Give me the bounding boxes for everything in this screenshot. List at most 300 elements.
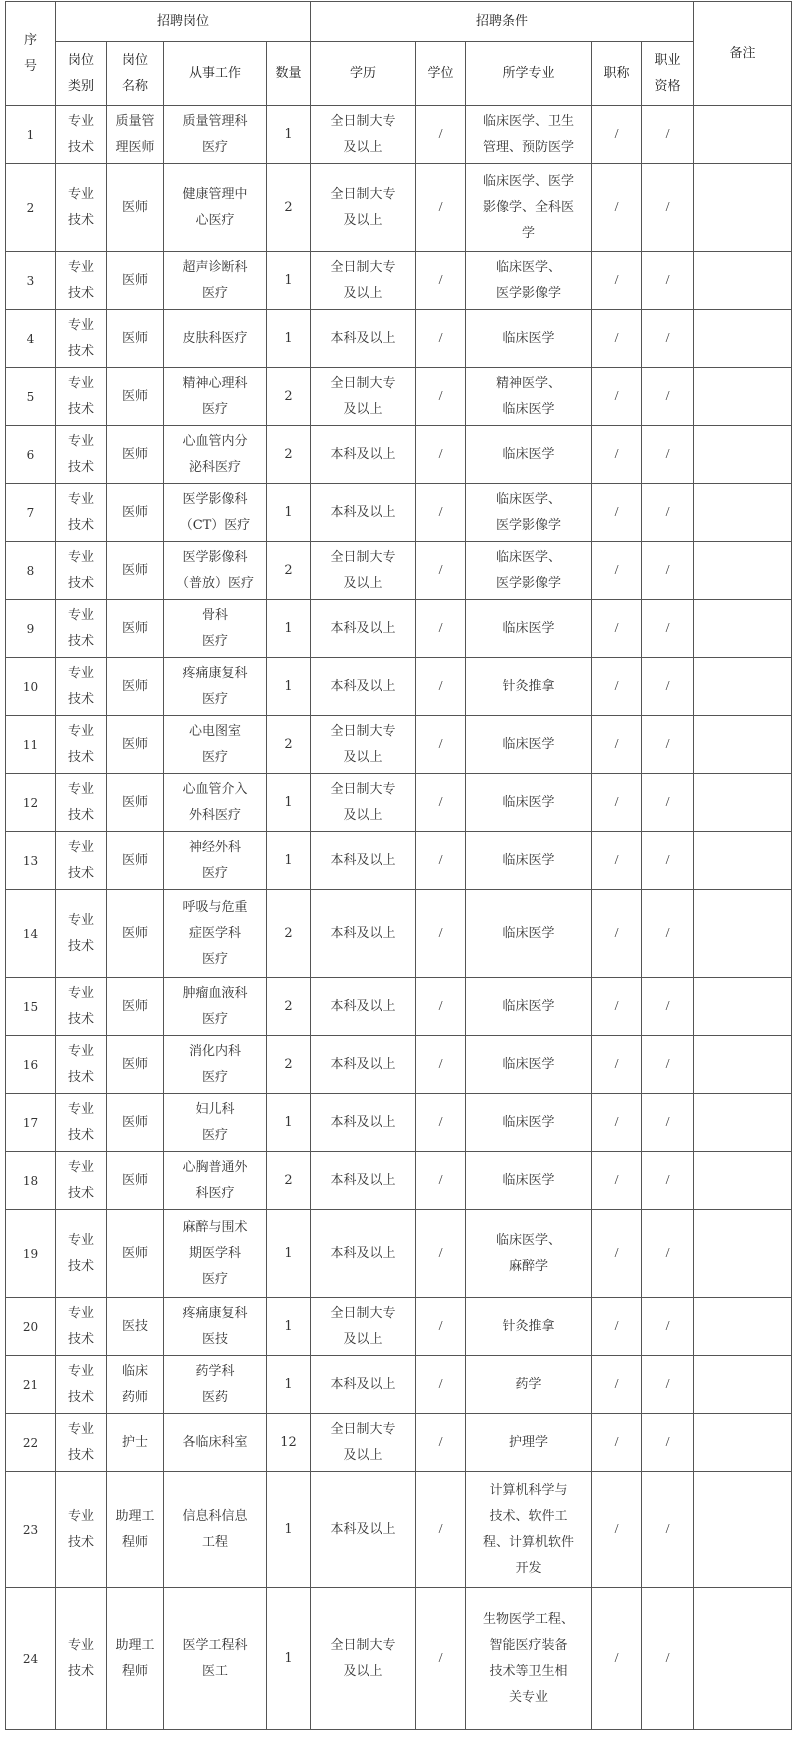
cell-seq: 24 — [6, 1588, 56, 1730]
cell-title: / — [592, 832, 642, 890]
cell-title: / — [592, 1356, 642, 1414]
cell-degree: / — [416, 1152, 466, 1210]
cell-remark — [694, 368, 792, 426]
cell-degree: / — [416, 1356, 466, 1414]
table-row — [6, 310, 792, 368]
cell-category: 专业 技术 — [56, 164, 107, 252]
cell-major: 精神医学、 临床医学 — [466, 368, 592, 426]
cell-remark — [694, 542, 792, 600]
cell-work: 神经外科 医疗 — [164, 832, 267, 890]
cell-education: 全日制大专 及以上 — [311, 774, 416, 832]
cell-title: / — [592, 1472, 642, 1588]
table-row — [6, 164, 792, 252]
cell-title: / — [592, 1210, 642, 1298]
cell-seq: 23 — [6, 1472, 56, 1588]
cell-qualification: / — [642, 484, 694, 542]
cell-degree: / — [416, 774, 466, 832]
table-row — [6, 1356, 792, 1414]
cell-work: 麻醉与围术 期医学科 医疗 — [164, 1210, 267, 1298]
cell-degree: / — [416, 1298, 466, 1356]
cell-count: 1 — [267, 252, 311, 310]
cell-count: 1 — [267, 774, 311, 832]
cell-qualification: / — [642, 1588, 694, 1730]
cell-qualification: / — [642, 1356, 694, 1414]
cell-post-name: 医师 — [107, 164, 164, 252]
table-row — [6, 252, 792, 310]
cell-qualification: / — [642, 106, 694, 164]
cell-category: 专业 技术 — [56, 368, 107, 426]
cell-major: 临床医学、 医学影像学 — [466, 484, 592, 542]
cell-education: 本科及以上 — [311, 1094, 416, 1152]
cell-major: 临床医学 — [466, 1036, 592, 1094]
cell-post-name: 医师 — [107, 484, 164, 542]
cell-category: 专业 技术 — [56, 252, 107, 310]
cell-post-name: 护士 — [107, 1414, 164, 1472]
cell-education: 全日制大专 及以上 — [311, 542, 416, 600]
cell-education: 本科及以上 — [311, 1472, 416, 1588]
header-degree: 学位 — [416, 42, 466, 106]
cell-degree: / — [416, 1036, 466, 1094]
cell-title: / — [592, 1298, 642, 1356]
cell-count: 1 — [267, 1298, 311, 1356]
cell-post-name: 医师 — [107, 774, 164, 832]
cell-seq: 7 — [6, 484, 56, 542]
cell-title: / — [592, 1036, 642, 1094]
table-row — [6, 1210, 792, 1298]
cell-qualification: / — [642, 832, 694, 890]
header-group-conditions: 招聘条件 — [311, 2, 694, 42]
cell-major: 临床医学 — [466, 978, 592, 1036]
cell-work: 信息科信息 工程 — [164, 1472, 267, 1588]
cell-qualification: / — [642, 774, 694, 832]
cell-remark — [694, 978, 792, 1036]
cell-remark — [694, 600, 792, 658]
cell-qualification: / — [642, 368, 694, 426]
cell-count: 2 — [267, 890, 311, 978]
cell-count: 2 — [267, 368, 311, 426]
cell-major: 临床医学 — [466, 890, 592, 978]
cell-major: 临床医学 — [466, 310, 592, 368]
cell-major: 针灸推拿 — [466, 1298, 592, 1356]
cell-major: 计算机科学与 技术、软件工 程、计算机软件 开发 — [466, 1472, 592, 1588]
header-count: 数量 — [267, 42, 311, 106]
cell-work: 疼痛康复科 医疗 — [164, 658, 267, 716]
cell-degree: / — [416, 1414, 466, 1472]
cell-title: / — [592, 1414, 642, 1472]
cell-education: 本科及以上 — [311, 658, 416, 716]
cell-degree: / — [416, 832, 466, 890]
cell-title: / — [592, 368, 642, 426]
cell-title: / — [592, 1094, 642, 1152]
cell-major: 临床医学 — [466, 600, 592, 658]
cell-remark — [694, 484, 792, 542]
table-row — [6, 484, 792, 542]
cell-count: 1 — [267, 106, 311, 164]
cell-post-name: 医师 — [107, 368, 164, 426]
cell-education: 全日制大专 及以上 — [311, 164, 416, 252]
cell-work: 妇儿科 医疗 — [164, 1094, 267, 1152]
cell-work: 药学科 医药 — [164, 1356, 267, 1414]
cell-seq: 19 — [6, 1210, 56, 1298]
cell-remark — [694, 106, 792, 164]
cell-education: 本科及以上 — [311, 1152, 416, 1210]
cell-seq: 3 — [6, 252, 56, 310]
cell-post-name: 医师 — [107, 600, 164, 658]
cell-category: 专业 技术 — [56, 484, 107, 542]
cell-post-name: 医师 — [107, 1152, 164, 1210]
cell-major: 药学 — [466, 1356, 592, 1414]
cell-degree: / — [416, 106, 466, 164]
cell-seq: 15 — [6, 978, 56, 1036]
cell-major: 临床医学 — [466, 716, 592, 774]
cell-remark — [694, 1152, 792, 1210]
cell-seq: 12 — [6, 774, 56, 832]
cell-remark — [694, 716, 792, 774]
cell-count: 2 — [267, 1152, 311, 1210]
cell-seq: 11 — [6, 716, 56, 774]
cell-category: 专业 技术 — [56, 716, 107, 774]
cell-education: 本科及以上 — [311, 890, 416, 978]
cell-qualification: / — [642, 164, 694, 252]
cell-post-name: 医师 — [107, 426, 164, 484]
cell-degree: / — [416, 542, 466, 600]
cell-degree: / — [416, 1094, 466, 1152]
cell-post-name: 医师 — [107, 978, 164, 1036]
cell-seq: 1 — [6, 106, 56, 164]
cell-remark — [694, 1094, 792, 1152]
cell-seq: 20 — [6, 1298, 56, 1356]
cell-category: 专业 技术 — [56, 658, 107, 716]
cell-count: 2 — [267, 164, 311, 252]
cell-category: 专业 技术 — [56, 1298, 107, 1356]
cell-work: 健康管理中 心医疗 — [164, 164, 267, 252]
cell-title: / — [592, 774, 642, 832]
cell-major: 临床医学、 医学影像学 — [466, 542, 592, 600]
cell-remark — [694, 1588, 792, 1730]
table-row — [6, 426, 792, 484]
cell-count: 2 — [267, 542, 311, 600]
cell-major: 临床医学 — [466, 1152, 592, 1210]
cell-seq: 16 — [6, 1036, 56, 1094]
cell-post-name: 医师 — [107, 658, 164, 716]
cell-work: 心血管内分 泌科医疗 — [164, 426, 267, 484]
table-row — [6, 774, 792, 832]
cell-major: 临床医学 — [466, 774, 592, 832]
cell-title: / — [592, 542, 642, 600]
cell-category: 专业 技术 — [56, 978, 107, 1036]
table-header — [6, 2, 792, 106]
cell-education: 全日制大专 及以上 — [311, 716, 416, 774]
cell-remark — [694, 1210, 792, 1298]
cell-qualification: / — [642, 1036, 694, 1094]
cell-remark — [694, 890, 792, 978]
cell-work: 心电图室 医疗 — [164, 716, 267, 774]
cell-remark — [694, 426, 792, 484]
cell-degree: / — [416, 426, 466, 484]
cell-work: 质量管理科 医疗 — [164, 106, 267, 164]
cell-title: / — [592, 426, 642, 484]
cell-count: 2 — [267, 426, 311, 484]
cell-major: 生物医学工程、 智能医疗装备 技术等卫生相 关专业 — [466, 1588, 592, 1730]
header-group-position: 招聘岗位 — [56, 2, 311, 42]
table-row — [6, 106, 792, 164]
table-row — [6, 978, 792, 1036]
cell-major: 临床医学 — [466, 426, 592, 484]
cell-degree: / — [416, 252, 466, 310]
cell-category: 专业 技术 — [56, 1356, 107, 1414]
cell-education: 本科及以上 — [311, 484, 416, 542]
cell-major: 临床医学、医学 影像学、全科医 学 — [466, 164, 592, 252]
cell-major: 临床医学、卫生 管理、预防医学 — [466, 106, 592, 164]
cell-seq: 5 — [6, 368, 56, 426]
cell-remark — [694, 1472, 792, 1588]
cell-count: 1 — [267, 1356, 311, 1414]
table-row — [6, 716, 792, 774]
cell-category: 专业 技术 — [56, 774, 107, 832]
cell-work: 精神心理科 医疗 — [164, 368, 267, 426]
cell-qualification: / — [642, 1414, 694, 1472]
cell-seq: 22 — [6, 1414, 56, 1472]
cell-remark — [694, 310, 792, 368]
cell-major: 临床医学、 麻醉学 — [466, 1210, 592, 1298]
cell-seq: 17 — [6, 1094, 56, 1152]
recruitment-table-container — [5, 1, 791, 1730]
cell-qualification: / — [642, 426, 694, 484]
cell-count: 1 — [267, 484, 311, 542]
cell-post-name: 医师 — [107, 1210, 164, 1298]
cell-title: / — [592, 1152, 642, 1210]
table-row — [6, 1152, 792, 1210]
cell-degree: / — [416, 890, 466, 978]
cell-remark — [694, 252, 792, 310]
cell-education: 本科及以上 — [311, 1356, 416, 1414]
cell-post-name: 助理工 程师 — [107, 1472, 164, 1588]
cell-work: 心血管介入 外科医疗 — [164, 774, 267, 832]
cell-major: 临床医学 — [466, 832, 592, 890]
header-title: 职称 — [592, 42, 642, 106]
cell-category: 专业 技术 — [56, 1210, 107, 1298]
cell-qualification: / — [642, 890, 694, 978]
cell-remark — [694, 1356, 792, 1414]
cell-education: 本科及以上 — [311, 978, 416, 1036]
cell-work: 疼痛康复科 医技 — [164, 1298, 267, 1356]
cell-remark — [694, 164, 792, 252]
cell-remark — [694, 1036, 792, 1094]
header-seq: 序 号 — [6, 2, 56, 106]
cell-seq: 4 — [6, 310, 56, 368]
cell-title: / — [592, 484, 642, 542]
cell-education: 全日制大专 及以上 — [311, 368, 416, 426]
cell-qualification: / — [642, 658, 694, 716]
cell-degree: / — [416, 1588, 466, 1730]
cell-qualification: / — [642, 716, 694, 774]
cell-education: 全日制大专 及以上 — [311, 1298, 416, 1356]
cell-qualification: / — [642, 1298, 694, 1356]
table-row — [6, 1298, 792, 1356]
header-category: 岗位 类别 — [56, 42, 107, 106]
cell-post-name: 医技 — [107, 1298, 164, 1356]
cell-work: 骨科 医疗 — [164, 600, 267, 658]
cell-category: 专业 技术 — [56, 1152, 107, 1210]
cell-qualification: / — [642, 252, 694, 310]
cell-degree: / — [416, 310, 466, 368]
cell-degree: / — [416, 1210, 466, 1298]
cell-title: / — [592, 310, 642, 368]
cell-seq: 21 — [6, 1356, 56, 1414]
cell-qualification: / — [642, 1210, 694, 1298]
cell-degree: / — [416, 484, 466, 542]
cell-seq: 13 — [6, 832, 56, 890]
cell-category: 专业 技术 — [56, 426, 107, 484]
cell-category: 专业 技术 — [56, 1472, 107, 1588]
cell-qualification: / — [642, 600, 694, 658]
cell-education: 本科及以上 — [311, 832, 416, 890]
cell-post-name: 医师 — [107, 542, 164, 600]
cell-seq: 10 — [6, 658, 56, 716]
table-row — [6, 600, 792, 658]
cell-count: 1 — [267, 310, 311, 368]
cell-remark — [694, 832, 792, 890]
table-body — [6, 106, 792, 1730]
cell-count: 2 — [267, 978, 311, 1036]
cell-work: 消化内科 医疗 — [164, 1036, 267, 1094]
cell-degree: / — [416, 600, 466, 658]
cell-remark — [694, 774, 792, 832]
cell-title: / — [592, 658, 642, 716]
cell-education: 本科及以上 — [311, 600, 416, 658]
cell-count: 1 — [267, 658, 311, 716]
cell-work: 呼吸与危重 症医学科 医疗 — [164, 890, 267, 978]
cell-count: 12 — [267, 1414, 311, 1472]
header-major: 所学专业 — [466, 42, 592, 106]
cell-qualification: / — [642, 1472, 694, 1588]
cell-work: 皮肤科医疗 — [164, 310, 267, 368]
recruitment-table — [5, 1, 792, 1730]
cell-category: 专业 技术 — [56, 542, 107, 600]
cell-major: 护理学 — [466, 1414, 592, 1472]
cell-count: 2 — [267, 716, 311, 774]
cell-degree: / — [416, 368, 466, 426]
table-row — [6, 1094, 792, 1152]
cell-work: 心胸普通外 科医疗 — [164, 1152, 267, 1210]
cell-seq: 14 — [6, 890, 56, 978]
cell-education: 本科及以上 — [311, 1036, 416, 1094]
cell-category: 专业 技术 — [56, 890, 107, 978]
cell-post-name: 医师 — [107, 1036, 164, 1094]
cell-category: 专业 技术 — [56, 1094, 107, 1152]
cell-post-name: 医师 — [107, 832, 164, 890]
cell-remark — [694, 658, 792, 716]
cell-education: 本科及以上 — [311, 310, 416, 368]
cell-post-name: 质量管理医师 — [107, 106, 164, 164]
header-remark: 备注 — [694, 2, 792, 106]
cell-degree: / — [416, 1472, 466, 1588]
cell-category: 专业 技术 — [56, 1036, 107, 1094]
table-row — [6, 832, 792, 890]
cell-title: / — [592, 252, 642, 310]
cell-category: 专业 技术 — [56, 106, 107, 164]
cell-post-name: 医师 — [107, 310, 164, 368]
table-row — [6, 658, 792, 716]
cell-qualification: / — [642, 1094, 694, 1152]
cell-degree: / — [416, 658, 466, 716]
cell-work: 各临床科室 — [164, 1414, 267, 1472]
cell-category: 专业 技术 — [56, 832, 107, 890]
cell-major: 针灸推拿 — [466, 658, 592, 716]
cell-major: 临床医学、 医学影像学 — [466, 252, 592, 310]
cell-work: 超声诊断科 医疗 — [164, 252, 267, 310]
cell-title: / — [592, 978, 642, 1036]
cell-work: 医学工程科 医工 — [164, 1588, 267, 1730]
cell-work: 医学影像科 （普放）医疗 — [164, 542, 267, 600]
cell-count: 1 — [267, 600, 311, 658]
cell-qualification: / — [642, 978, 694, 1036]
cell-seq: 6 — [6, 426, 56, 484]
cell-qualification: / — [642, 542, 694, 600]
table-row — [6, 1414, 792, 1472]
cell-seq: 2 — [6, 164, 56, 252]
cell-count: 1 — [267, 832, 311, 890]
header-work: 从事工作 — [164, 42, 267, 106]
cell-post-name: 医师 — [107, 716, 164, 774]
table-row — [6, 368, 792, 426]
cell-remark — [694, 1298, 792, 1356]
cell-count: 1 — [267, 1210, 311, 1298]
cell-education: 全日制大专 及以上 — [311, 106, 416, 164]
cell-category: 专业 技术 — [56, 310, 107, 368]
cell-category: 专业 技术 — [56, 1588, 107, 1730]
cell-count: 1 — [267, 1094, 311, 1152]
cell-title: / — [592, 164, 642, 252]
table-row — [6, 1472, 792, 1588]
header-name: 岗位 名称 — [107, 42, 164, 106]
cell-count: 2 — [267, 1036, 311, 1094]
cell-major: 临床医学 — [466, 1094, 592, 1152]
cell-degree: / — [416, 716, 466, 774]
cell-title: / — [592, 890, 642, 978]
cell-education: 本科及以上 — [311, 426, 416, 484]
table-row — [6, 1588, 792, 1730]
cell-title: / — [592, 106, 642, 164]
cell-title: / — [592, 716, 642, 774]
cell-degree: / — [416, 164, 466, 252]
table-row — [6, 890, 792, 978]
cell-education: 全日制大专 及以上 — [311, 1414, 416, 1472]
cell-degree: / — [416, 978, 466, 1036]
cell-post-name: 临床 药师 — [107, 1356, 164, 1414]
cell-qualification: / — [642, 1152, 694, 1210]
cell-post-name: 医师 — [107, 252, 164, 310]
cell-seq: 8 — [6, 542, 56, 600]
cell-qualification: / — [642, 310, 694, 368]
cell-education: 全日制大专 及以上 — [311, 1588, 416, 1730]
cell-education: 全日制大专 及以上 — [311, 252, 416, 310]
cell-work: 肿瘤血液科 医疗 — [164, 978, 267, 1036]
table-row — [6, 1036, 792, 1094]
cell-seq: 9 — [6, 600, 56, 658]
cell-count: 1 — [267, 1588, 311, 1730]
header-education: 学历 — [311, 42, 416, 106]
cell-remark — [694, 1414, 792, 1472]
header-qualification: 职业 资格 — [642, 42, 694, 106]
cell-seq: 18 — [6, 1152, 56, 1210]
table-row — [6, 542, 792, 600]
cell-category: 专业 技术 — [56, 1414, 107, 1472]
cell-title: / — [592, 1588, 642, 1730]
cell-post-name: 医师 — [107, 1094, 164, 1152]
cell-title: / — [592, 600, 642, 658]
cell-education: 本科及以上 — [311, 1210, 416, 1298]
